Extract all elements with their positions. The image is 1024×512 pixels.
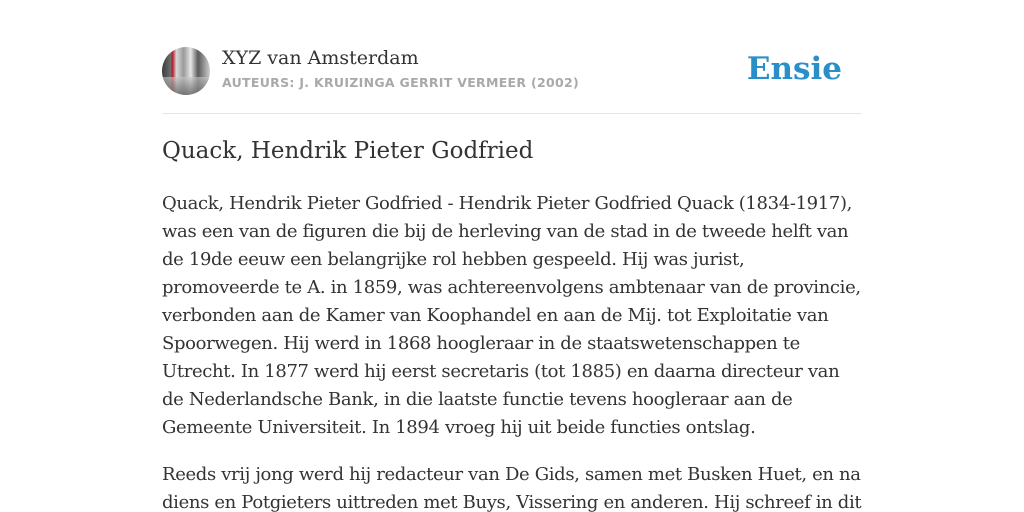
article-paragraph: Reeds vrij jong werd hij redacteur van De Gids, samen met Busken Huet, en na diens en Potgieters uittreden met Buys, Vissering en anderen. Hij schreef in dit	[162, 464, 862, 512]
article-title: Quack, Hendrik Pieter Godfried	[162, 138, 534, 164]
ensie-logo-link[interactable]: Ensie	[746, 51, 842, 87]
article-paragraph: Quack, Hendrik Pieter Godfried - Hendrik Pieter Godfried Quack (1834-1917), was een van de figuren die bij de herleving van de stad in de tweede helft van de 19de eeuw een belangrijke rol hebben gespeeld. Hij was jurist, promoveerde te A. in 1859, was achtereenvolgens ambtenaar van de provincie, verbonden aan de Kamer van Koophandel en aan de Mij. tot Exploitatie van Spoorwegen. Hij werd in 1868 hoogleraar in de staatswetenschappen te Utrecht. In 1877 werd hij eerst secretaris (tot 1885) en daarna directeur van de Nederlandsche Bank, in die laatste functie tevens hoogleraar aan de Gemeente Universiteit. In 1894 vroeg hij uit beide functies ontslag.	[162, 193, 861, 438]
header	[162, 46, 862, 96]
book-title[interactable]: XYZ van Amsterdam	[222, 47, 419, 69]
book-cover-avatar[interactable]	[162, 47, 210, 95]
header-divider	[162, 113, 862, 114]
book-authors: AUTEURS: J. KRUIZINGA GERRIT VERMEER (2002)	[222, 75, 579, 90]
article-body	[162, 190, 862, 512]
